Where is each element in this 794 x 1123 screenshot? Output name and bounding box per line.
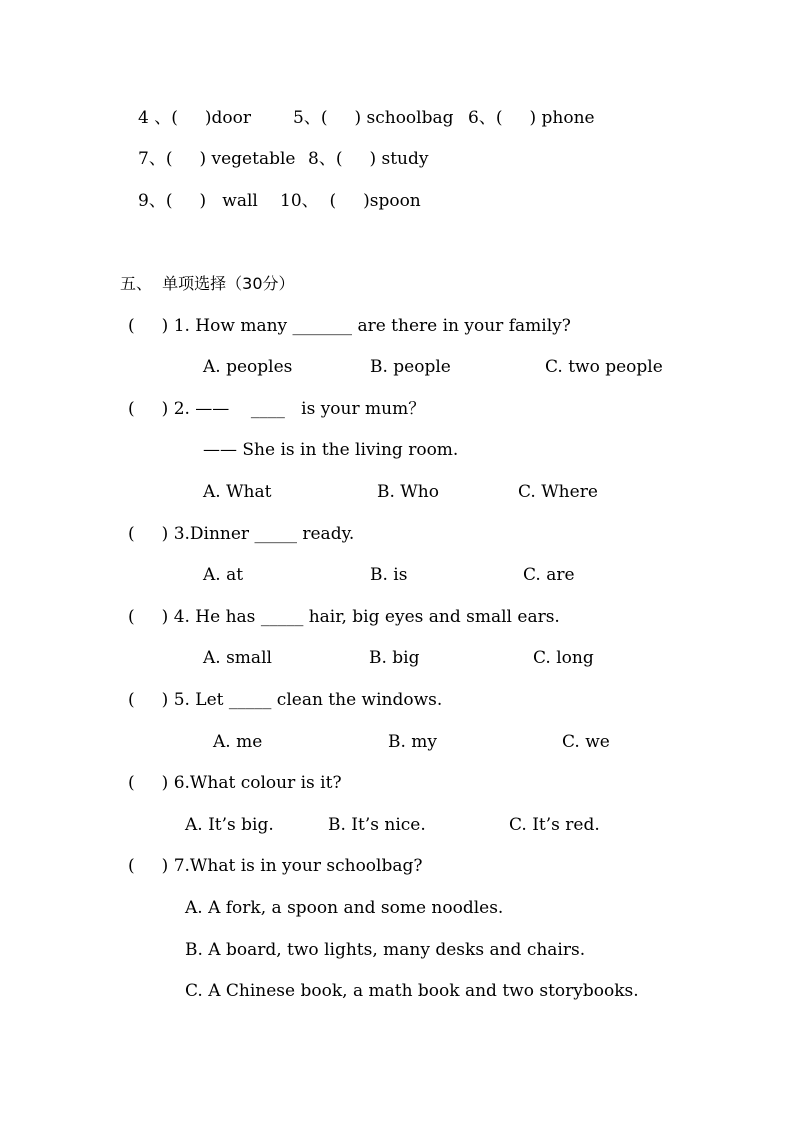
question-1-option-a: A. peoples [203, 357, 293, 377]
match-item-4: 4 、( )door [138, 108, 251, 128]
question-2-option-c: C. Where [518, 482, 598, 502]
question-3-option-a: A. at [203, 565, 244, 585]
question-1-stem: ( ) 1. How many _______ are there in your family? [128, 316, 571, 336]
match-item-6: 6、( ) phone [468, 108, 595, 128]
match-item-8: 8、( ) study [308, 149, 429, 169]
section-heading: 五、 单项选择（30分） [120, 274, 295, 293]
question-2-stem: ( ) 2. —— ____ is your mum？ [128, 399, 426, 419]
question-6-option-c: C. It’s red. [509, 815, 600, 835]
question-4-option-b: B. big [369, 648, 420, 668]
question-7-option-b: B. A board, two lights, many desks and chairs. [185, 940, 586, 960]
question-1-option-c: C. two people [545, 357, 663, 377]
question-2-option-a: A. What [203, 482, 272, 502]
question-7-option-c: C. A Chinese book, a math book and two storybooks. [185, 981, 639, 1001]
match-item-7: 7、( ) vegetable [138, 149, 296, 169]
question-6-option-b: B. It’s nice. [328, 815, 426, 835]
question-4-option-c: C. long [533, 648, 594, 668]
question-5-option-b: B. my [388, 732, 438, 752]
question-4-stem: ( ) 4. He has _____ hair, big eyes and small ears. [128, 607, 560, 627]
question-6-option-a: A. It’s big. [185, 815, 274, 835]
question-3-option-c: C. are [523, 565, 575, 585]
question-3-option-b: B. is [370, 565, 408, 585]
match-item-10: 10、 ( )spoon [280, 191, 421, 211]
question-2-option-b: B. Who [377, 482, 439, 502]
match-item-5: 5、( ) schoolbag [293, 108, 454, 128]
question-5-option-c: C. we [562, 732, 610, 752]
question-6-stem: ( ) 6.What colour is it? [128, 773, 342, 793]
question-3-stem: ( ) 3.Dinner _____ ready. [128, 524, 355, 544]
match-item-9: 9、( ) wall [138, 191, 258, 211]
question-1-option-b: B. people [370, 357, 451, 377]
question-4-option-a: A. small [203, 648, 272, 668]
question-5-stem: ( ) 5. Let _____ clean the windows. [128, 690, 443, 710]
question-7-option-a: A. A fork, a spoon and some noodles. [185, 898, 504, 918]
question-7-stem: ( ) 7.What is in your schoolbag? [128, 856, 423, 876]
question-5-option-a: A. me [213, 732, 263, 752]
question-2-answer-line: —— She is in the living room. [203, 440, 459, 460]
